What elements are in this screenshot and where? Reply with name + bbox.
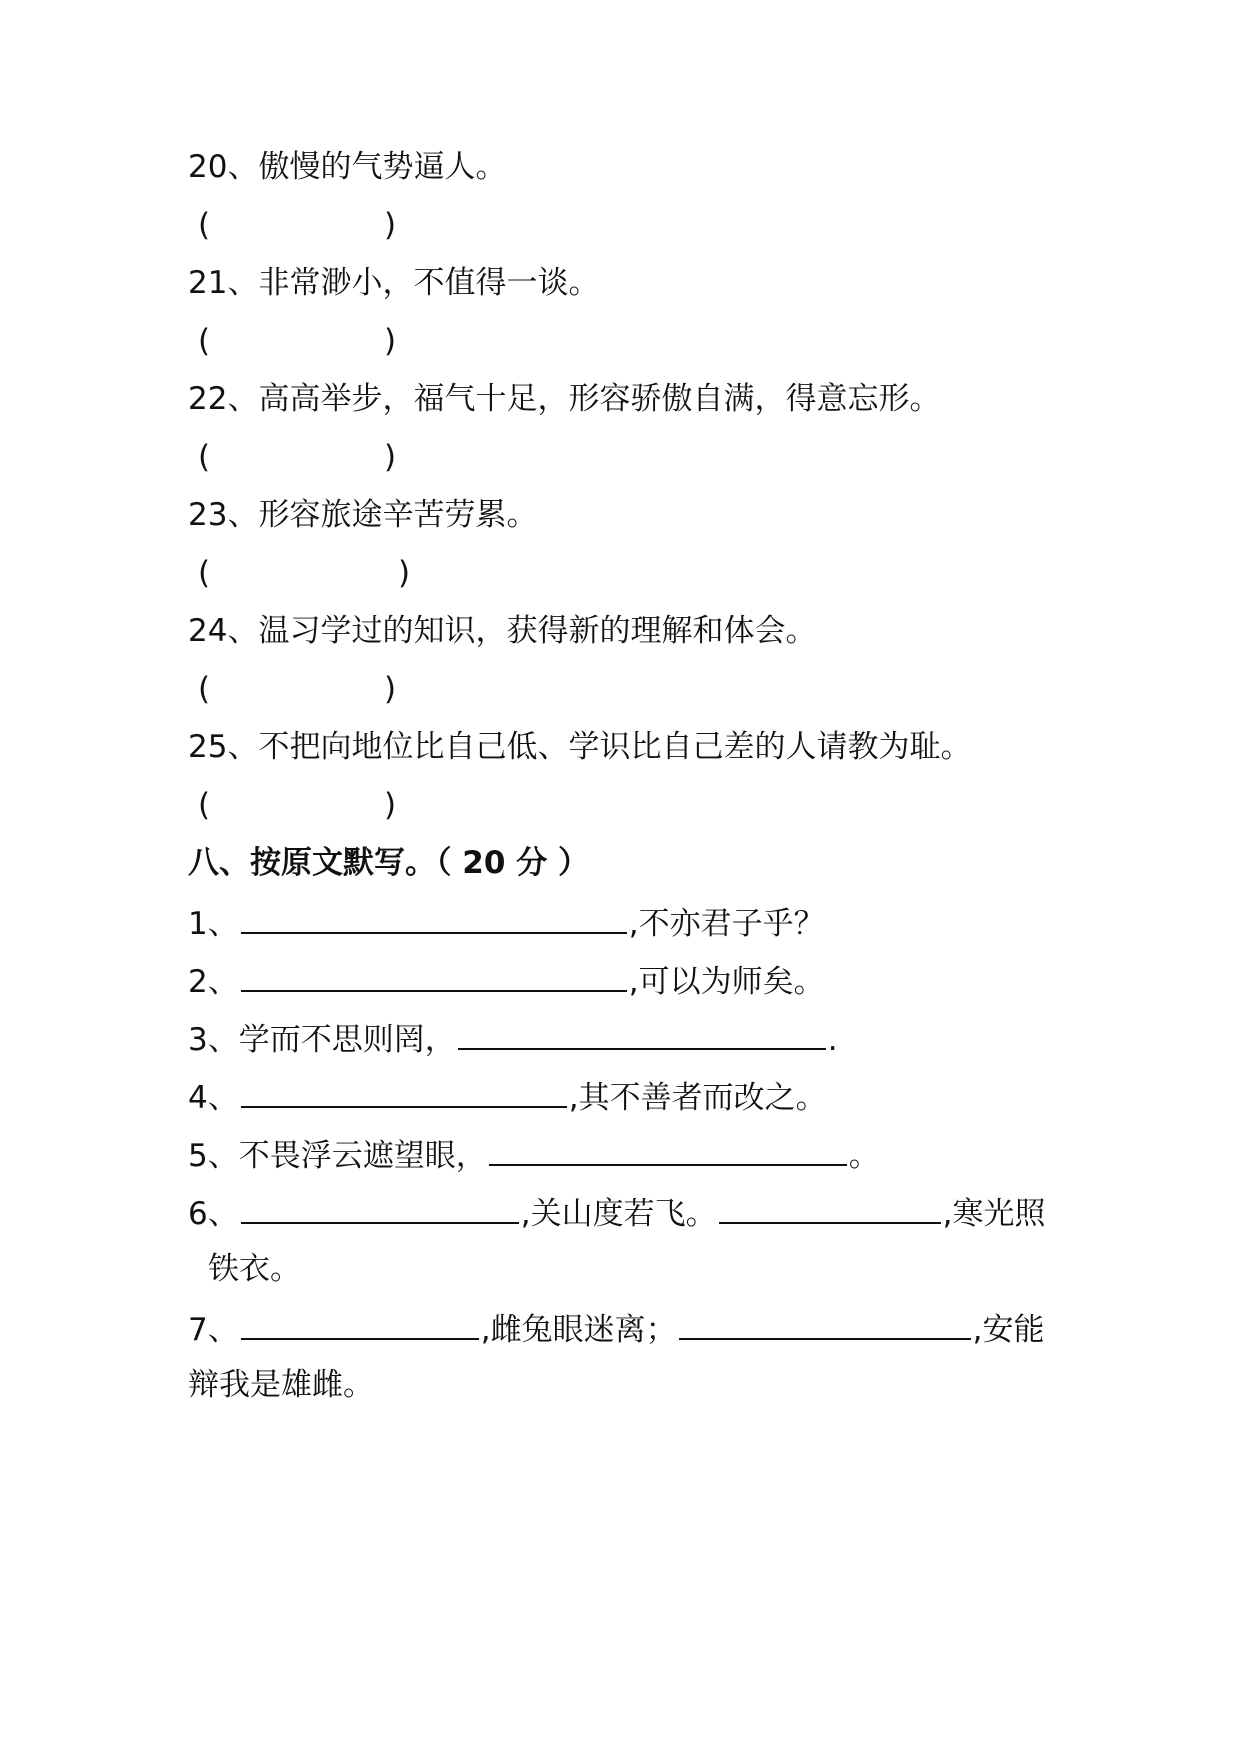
fill-blank[interactable] (241, 906, 627, 934)
question-21 (188, 265, 600, 301)
question-22 (188, 381, 941, 417)
fill-blank[interactable] (679, 1312, 971, 1340)
item-text: ,安能 (972, 1312, 1045, 1348)
dictation-item-6 (188, 1196, 1045, 1230)
dictation-item-2 (188, 964, 825, 998)
item-number: 1、 (188, 906, 239, 942)
item-text: ,雌兔眼迷离； (480, 1312, 677, 1348)
item-text: 学而不思则罔， (238, 1022, 456, 1058)
dictation-item-7-continuation: 辩我是雄雌。 (188, 1367, 374, 1403)
dictation-item-4 (188, 1080, 827, 1114)
question-23 (188, 497, 538, 533)
question-25 (188, 729, 972, 765)
answer-close-paren: ) (398, 555, 411, 591)
fill-blank[interactable] (719, 1196, 941, 1224)
dictation-item-1 (188, 906, 825, 940)
answer-close-paren: ) (384, 787, 397, 823)
fill-blank[interactable] (241, 1312, 479, 1340)
question-number: 20、 (188, 149, 259, 185)
dictation-item-5 (188, 1138, 880, 1172)
question-number: 25、 (188, 729, 259, 765)
answer-open-paren: ( (198, 323, 211, 359)
question-text: 高高举步，福气十足，形容骄傲自满，得意忘形。 (258, 381, 941, 417)
answer-close-paren: ) (384, 671, 397, 707)
dictation-item-6-continuation: 铁衣。 (208, 1251, 301, 1287)
item-text: 。 (848, 1138, 880, 1174)
item-text: ,寒光照 (942, 1196, 1046, 1232)
question-text: 温习学过的知识，获得新的理解和体会。 (258, 613, 817, 649)
question-20 (188, 149, 507, 185)
answer-close-paren: ) (384, 207, 397, 243)
item-text: ,可以为师矣。 (628, 964, 825, 1000)
answer-close-paren: ) (384, 323, 397, 359)
item-number: 5、 (188, 1138, 239, 1174)
fill-blank[interactable] (458, 1022, 826, 1050)
question-text: 不把向地位比自己低、学识比自己差的人请教为耻。 (258, 729, 972, 765)
dictation-item-7 (188, 1312, 1044, 1346)
section-heading: 八、按原文默写。（ 20 分 ） (188, 845, 590, 881)
answer-close-paren: ) (384, 439, 397, 475)
fill-blank[interactable] (241, 1080, 567, 1108)
item-number: 2、 (188, 964, 239, 1000)
fill-blank[interactable] (241, 1196, 519, 1224)
question-number: 22、 (188, 381, 259, 417)
answer-open-paren: ( (198, 207, 211, 243)
item-number: 3、 (188, 1022, 239, 1058)
item-number: 4、 (188, 1080, 239, 1116)
question-number: 23、 (188, 497, 259, 533)
question-text: 非常渺小，不值得一谈。 (258, 265, 600, 301)
item-number: 6、 (188, 1196, 239, 1232)
dictation-item-3 (188, 1022, 838, 1056)
question-number: 24、 (188, 613, 259, 649)
question-text: 形容旅途辛苦劳累。 (258, 497, 538, 533)
fill-blank[interactable] (489, 1138, 847, 1166)
item-text: ,关山度若飞。 (520, 1196, 717, 1232)
answer-open-paren: ( (198, 555, 211, 591)
item-text: ,其不善者而改之。 (568, 1080, 827, 1116)
answer-open-paren: ( (198, 671, 211, 707)
item-text: ,不亦君子乎？ (628, 906, 825, 942)
question-text: 傲慢的气势逼人。 (258, 149, 507, 185)
answer-open-paren: ( (198, 787, 211, 823)
fill-blank[interactable] (241, 964, 627, 992)
item-text: . (827, 1022, 838, 1058)
answer-open-paren: ( (198, 439, 211, 475)
question-24 (188, 613, 817, 649)
item-text: 不畏浮云遮望眼， (238, 1138, 487, 1174)
question-number: 21、 (188, 265, 259, 301)
item-number: 7、 (188, 1312, 239, 1348)
